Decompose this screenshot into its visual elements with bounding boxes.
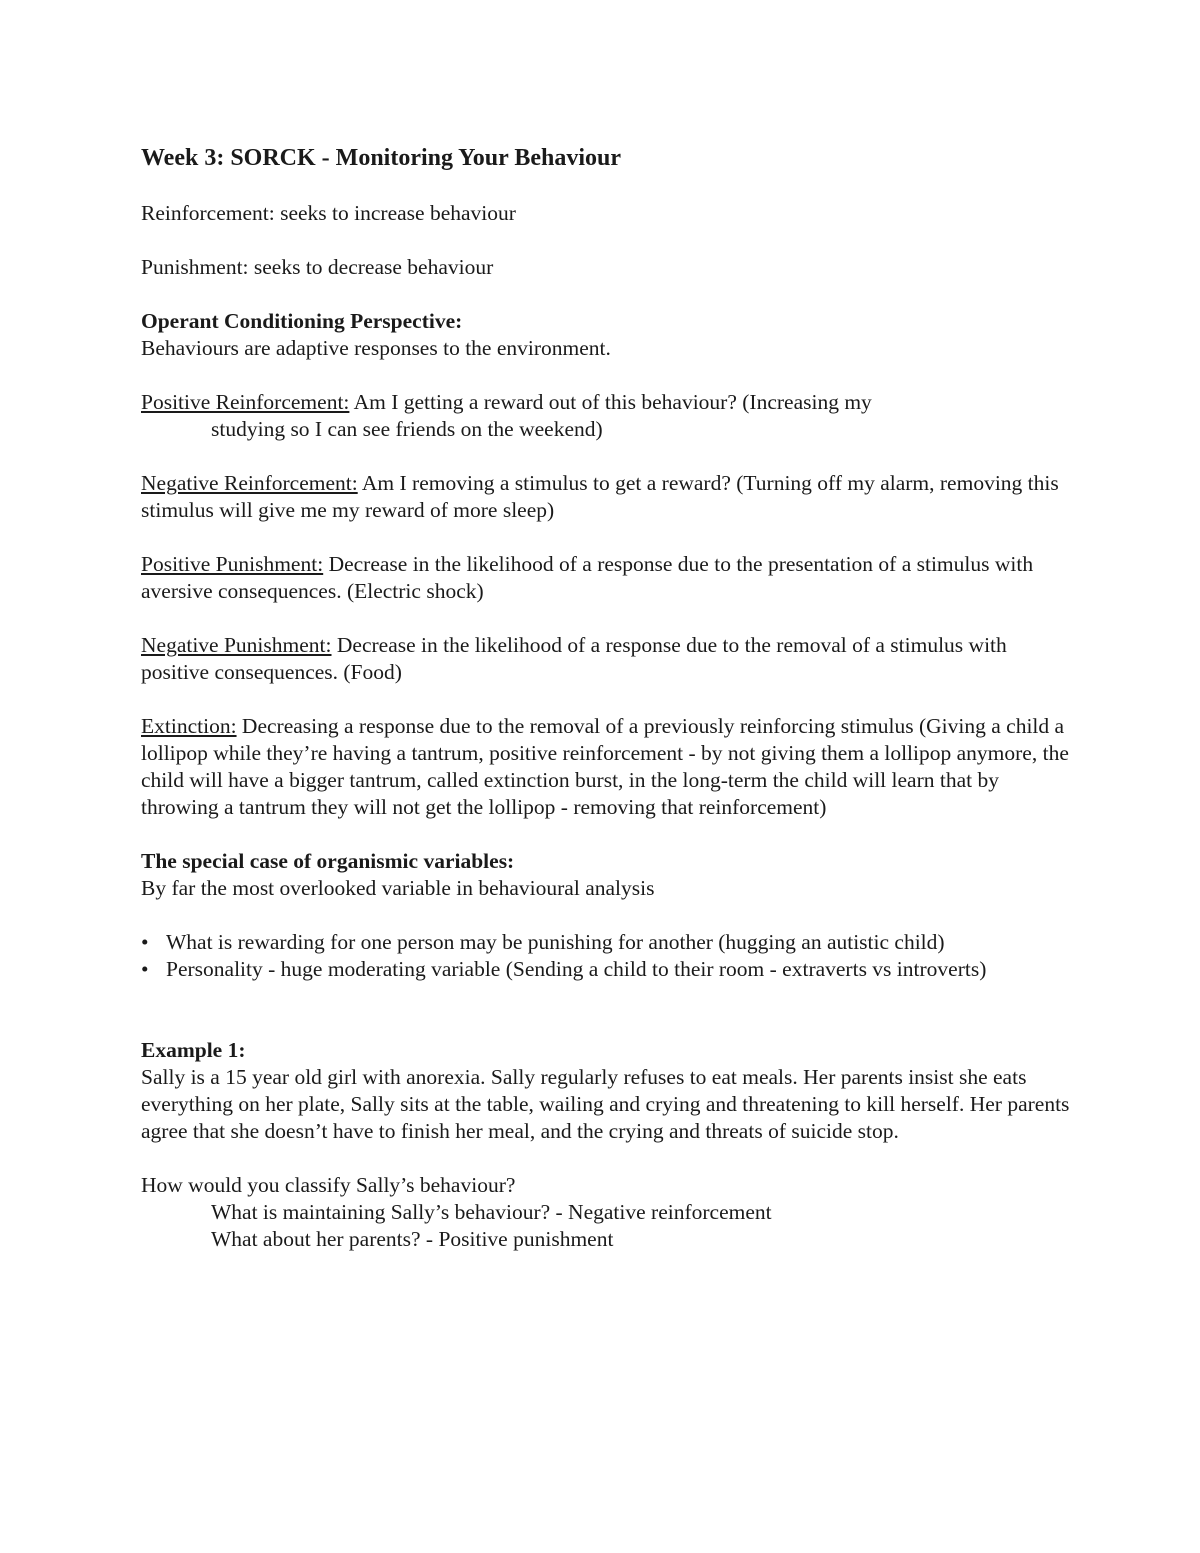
organismic-text: By far the most overlooked variable in behavioural analysis — [141, 876, 655, 900]
bullet-icon: • — [141, 957, 149, 981]
reinforcement-definition: Reinforcement: seeks to increase behaviour — [141, 201, 516, 225]
definition-text: Am I getting a reward out of this behaviour? (Increasing my — [349, 390, 872, 414]
operant-heading: Operant Conditioning Perspective: — [141, 309, 463, 333]
definition-text: Decrease in the likelihood of a response due to the presentation of a stimulus with aversive consequences. (Electric shock) — [141, 552, 1034, 603]
bullet-icon: • — [141, 930, 149, 954]
list-item — [141, 929, 1071, 956]
example-answer: What is maintaining Sally’s behaviour? - Negative reinforcement — [211, 1200, 772, 1224]
example-text: Sally is a 15 year old girl with anorexia. Sally regularly refuses to eat meals. Her parents insist she eats everything on her plate, Sally sits at the table, wailing and crying and threatening to kill herself. Her parents agree that she doesn’t have to finish her meal, and the crying and threats of suicide stop. — [141, 1065, 1070, 1143]
document-page — [141, 143, 1071, 1253]
definition-positive-reinforcement — [141, 389, 1071, 416]
operant-section — [141, 308, 1071, 362]
definition-term: Positive Reinforcement: — [141, 390, 350, 414]
definition-positive-punishment — [141, 551, 1071, 605]
example-question: How would you classify Sally’s behaviour? — [141, 1173, 516, 1197]
organismic-heading: The special case of organismic variables: — [141, 849, 515, 873]
definition-extinction — [141, 713, 1071, 821]
list-item-text: Personality - huge moderating variable (Sending a child to their room - extraverts vs introverts) — [166, 957, 987, 981]
organismic-bullet-list — [141, 929, 1071, 983]
punishment-definition: Punishment: seeks to decrease behaviour — [141, 255, 494, 279]
definition-text: Decreasing a response due to the removal of a previously reinforcing stimulus (Giving a child a lollipop while they’re having a tantrum, positive reinforcement - by not giving them a lollipop anymore, the child will have a bigger tantrum, called extinction burst, in the long-term the child will learn that by throwing a tantrum they will not get the lollipop - removing that reinforcement) — [141, 714, 1069, 819]
list-item-text: What is rewarding for one person may be punishing for another (hugging an autistic child) — [166, 930, 945, 954]
page-title: Week 3: SORCK - Monitoring Your Behaviour — [141, 145, 622, 171]
definition-term: Extinction: — [141, 714, 237, 738]
definition-continuation: studying so I can see friends on the weekend) — [211, 417, 603, 441]
definition-text: Decrease in the likelihood of a response due to the removal of a stimulus with positive consequences. (Food) — [141, 633, 1007, 684]
definition-negative-reinforcement — [141, 470, 1071, 524]
example-heading: Example 1: — [141, 1038, 246, 1062]
definition-term: Negative Punishment: — [141, 633, 332, 657]
definition-text: Am I removing a stimulus to get a reward? (Turning off my alarm, removing this stimulus will give me my reward of more sleep) — [141, 471, 1059, 522]
definition-term: Negative Reinforcement: — [141, 471, 358, 495]
definition-negative-punishment — [141, 632, 1071, 686]
definition-term: Positive Punishment: — [141, 552, 324, 576]
list-item — [141, 956, 1071, 983]
example-answer: What about her parents? - Positive punishment — [211, 1227, 614, 1251]
example-section — [141, 1037, 1071, 1253]
operant-text: Behaviours are adaptive responses to the environment. — [141, 336, 611, 360]
organismic-section — [141, 848, 1071, 983]
